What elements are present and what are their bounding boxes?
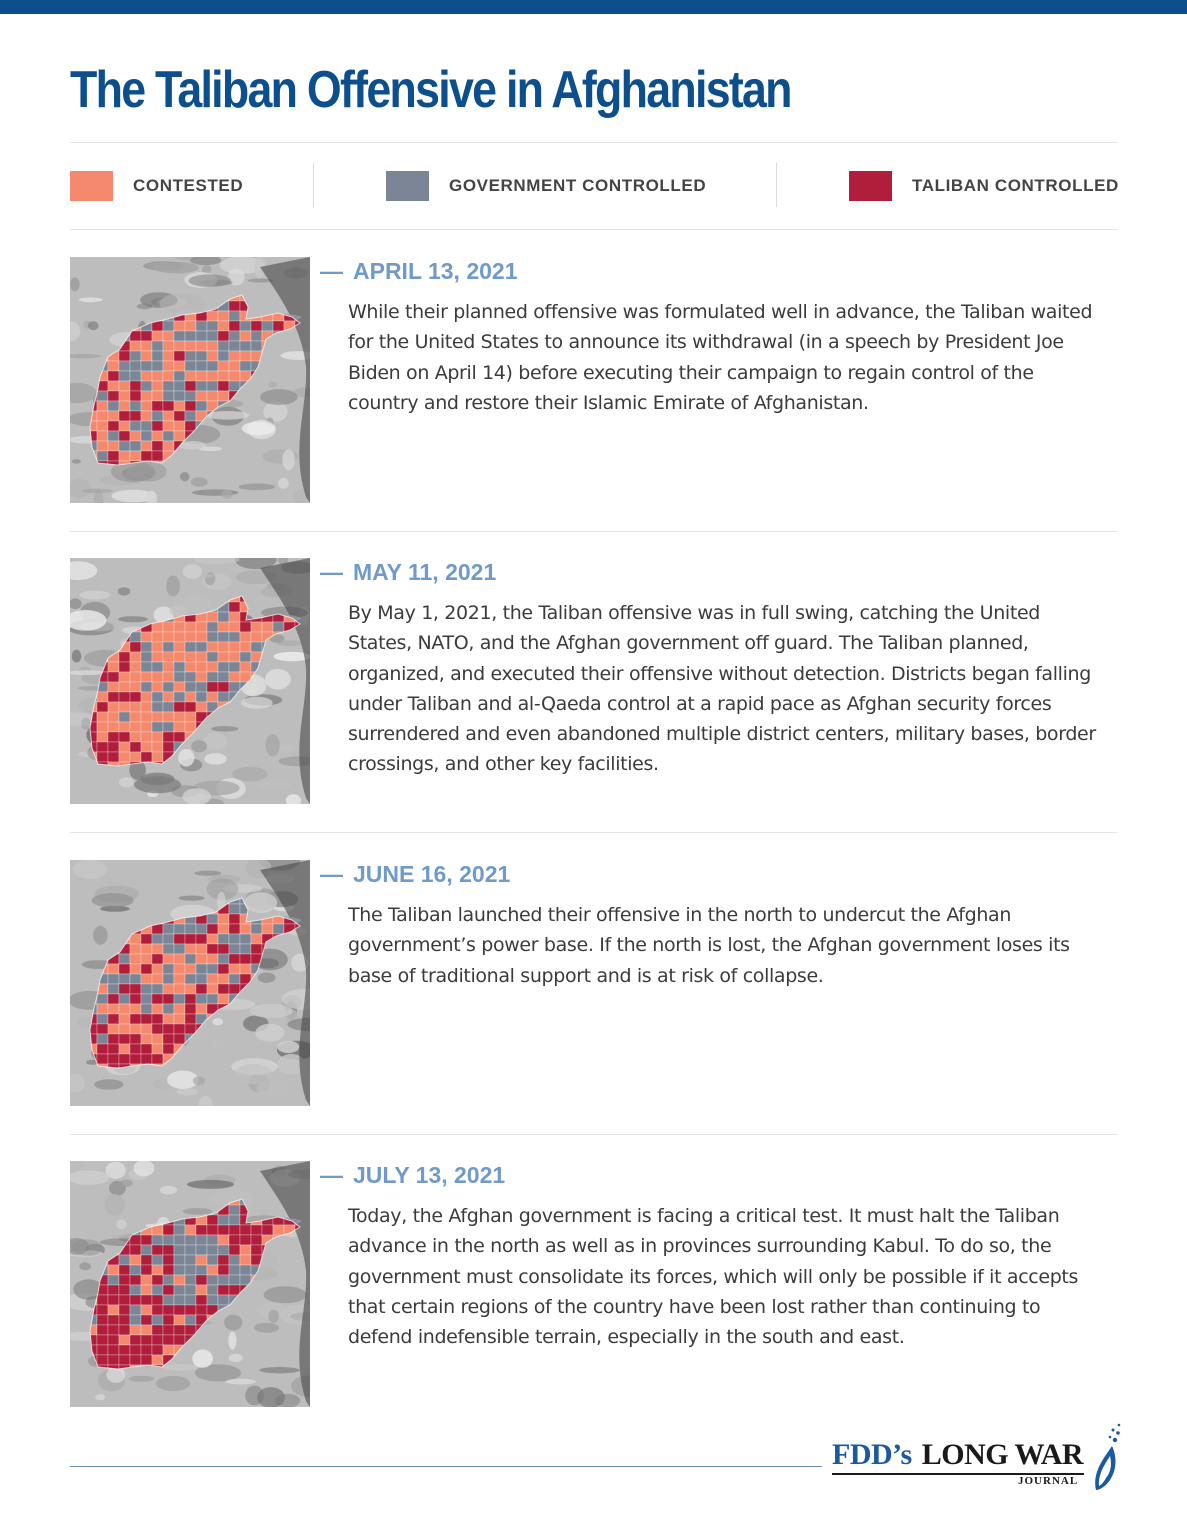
dash-icon: —	[320, 258, 343, 284]
logo-long-war: LONG WAR	[921, 1438, 1084, 1471]
legend-label-contested: CONTESTED	[133, 176, 244, 195]
legend-item-government	[386, 143, 706, 229]
fdd-long-war-journal-logo	[832, 1420, 1122, 1492]
legend-item-contested	[70, 143, 243, 229]
divider	[70, 832, 1117, 833]
entry-date-label: APRIL 13, 2021	[353, 258, 518, 284]
divider	[70, 229, 1117, 230]
legend-label-government: GOVERNMENT CONTROLLED	[449, 176, 707, 195]
entry-date	[320, 257, 518, 285]
entry-date-label: JUNE 16, 2021	[353, 861, 511, 887]
top-accent-bar	[0, 0, 1187, 14]
dash-icon: —	[320, 861, 343, 887]
district-control-map	[70, 860, 310, 1106]
timeline-entry	[70, 1161, 1117, 1409]
legend-swatch-government	[386, 171, 429, 201]
legend-divider	[313, 163, 314, 207]
legend-swatch-contested	[70, 171, 113, 201]
timeline-entry	[70, 558, 1117, 806]
entry-date-label: JULY 13, 2021	[353, 1162, 506, 1188]
page-title: The Taliban Offensive in Afghanistan	[70, 61, 791, 119]
legend-divider	[776, 163, 777, 207]
legend-item-taliban	[849, 143, 1119, 229]
logo-fdd: FDD’s	[832, 1438, 912, 1471]
entry-date-label: MAY 11, 2021	[353, 559, 497, 585]
logo-journal: JOURNAL	[1018, 1475, 1079, 1487]
timeline-entry	[70, 860, 1117, 1108]
entry-date	[320, 1161, 505, 1189]
timeline-entry	[70, 257, 1117, 505]
dash-icon: —	[320, 1162, 343, 1188]
dash-icon: —	[320, 559, 343, 585]
legend-label-taliban: TALIBAN CONTROLLED	[912, 176, 1119, 195]
entry-date	[320, 860, 510, 888]
entry-date	[320, 558, 496, 586]
divider	[70, 531, 1117, 532]
legend-swatch-taliban	[849, 171, 892, 201]
logo-wordmark	[832, 1438, 1083, 1472]
entry-text: While their planned offensive was formulated well in advance, the Taliban waited for the United States to announce its withdrawal (in a speech by President Joe Biden on April 14) before executing their campaign to regain control of the country and restore their Islamic Emirate of Afghanistan.	[348, 301, 1093, 414]
district-control-map	[70, 1161, 310, 1407]
district-control-map	[70, 257, 310, 503]
entry-text: Today, the Afghan government is facing a critical test. It must halt the Taliban advance in the north as well as in provinces surrounding Kabul. To do so, the government must consolidate its forces, which will only be possible if it accepts that certain regions of the country have been lost rather than continuing to defend indefensible terrain, especially in the south and east.	[348, 1205, 1079, 1349]
divider	[70, 1134, 1117, 1135]
entry-text: The Taliban launched their offensive in the north to undercut the Afghan government’s power base. If the north is lost, the Afghan government loses its base of traditional support and is at risk of collapse.	[348, 904, 1070, 987]
flame-icon	[1088, 1420, 1122, 1492]
legend	[70, 143, 1117, 229]
footer-rule	[70, 1466, 822, 1467]
district-control-map	[70, 558, 310, 804]
entry-text: By May 1, 2021, the Taliban offensive was in full swing, catching the United States, NATO, and the Afghan government off guard. The Taliban planned, organized, and executed their offensive without detection. Districts began falling under Taliban and al-Qaeda control at a rapid pace as Afghan security forces surrendered and even abandoned multiple district centers, military bases, border crossings, and other key facilities.	[348, 602, 1096, 776]
